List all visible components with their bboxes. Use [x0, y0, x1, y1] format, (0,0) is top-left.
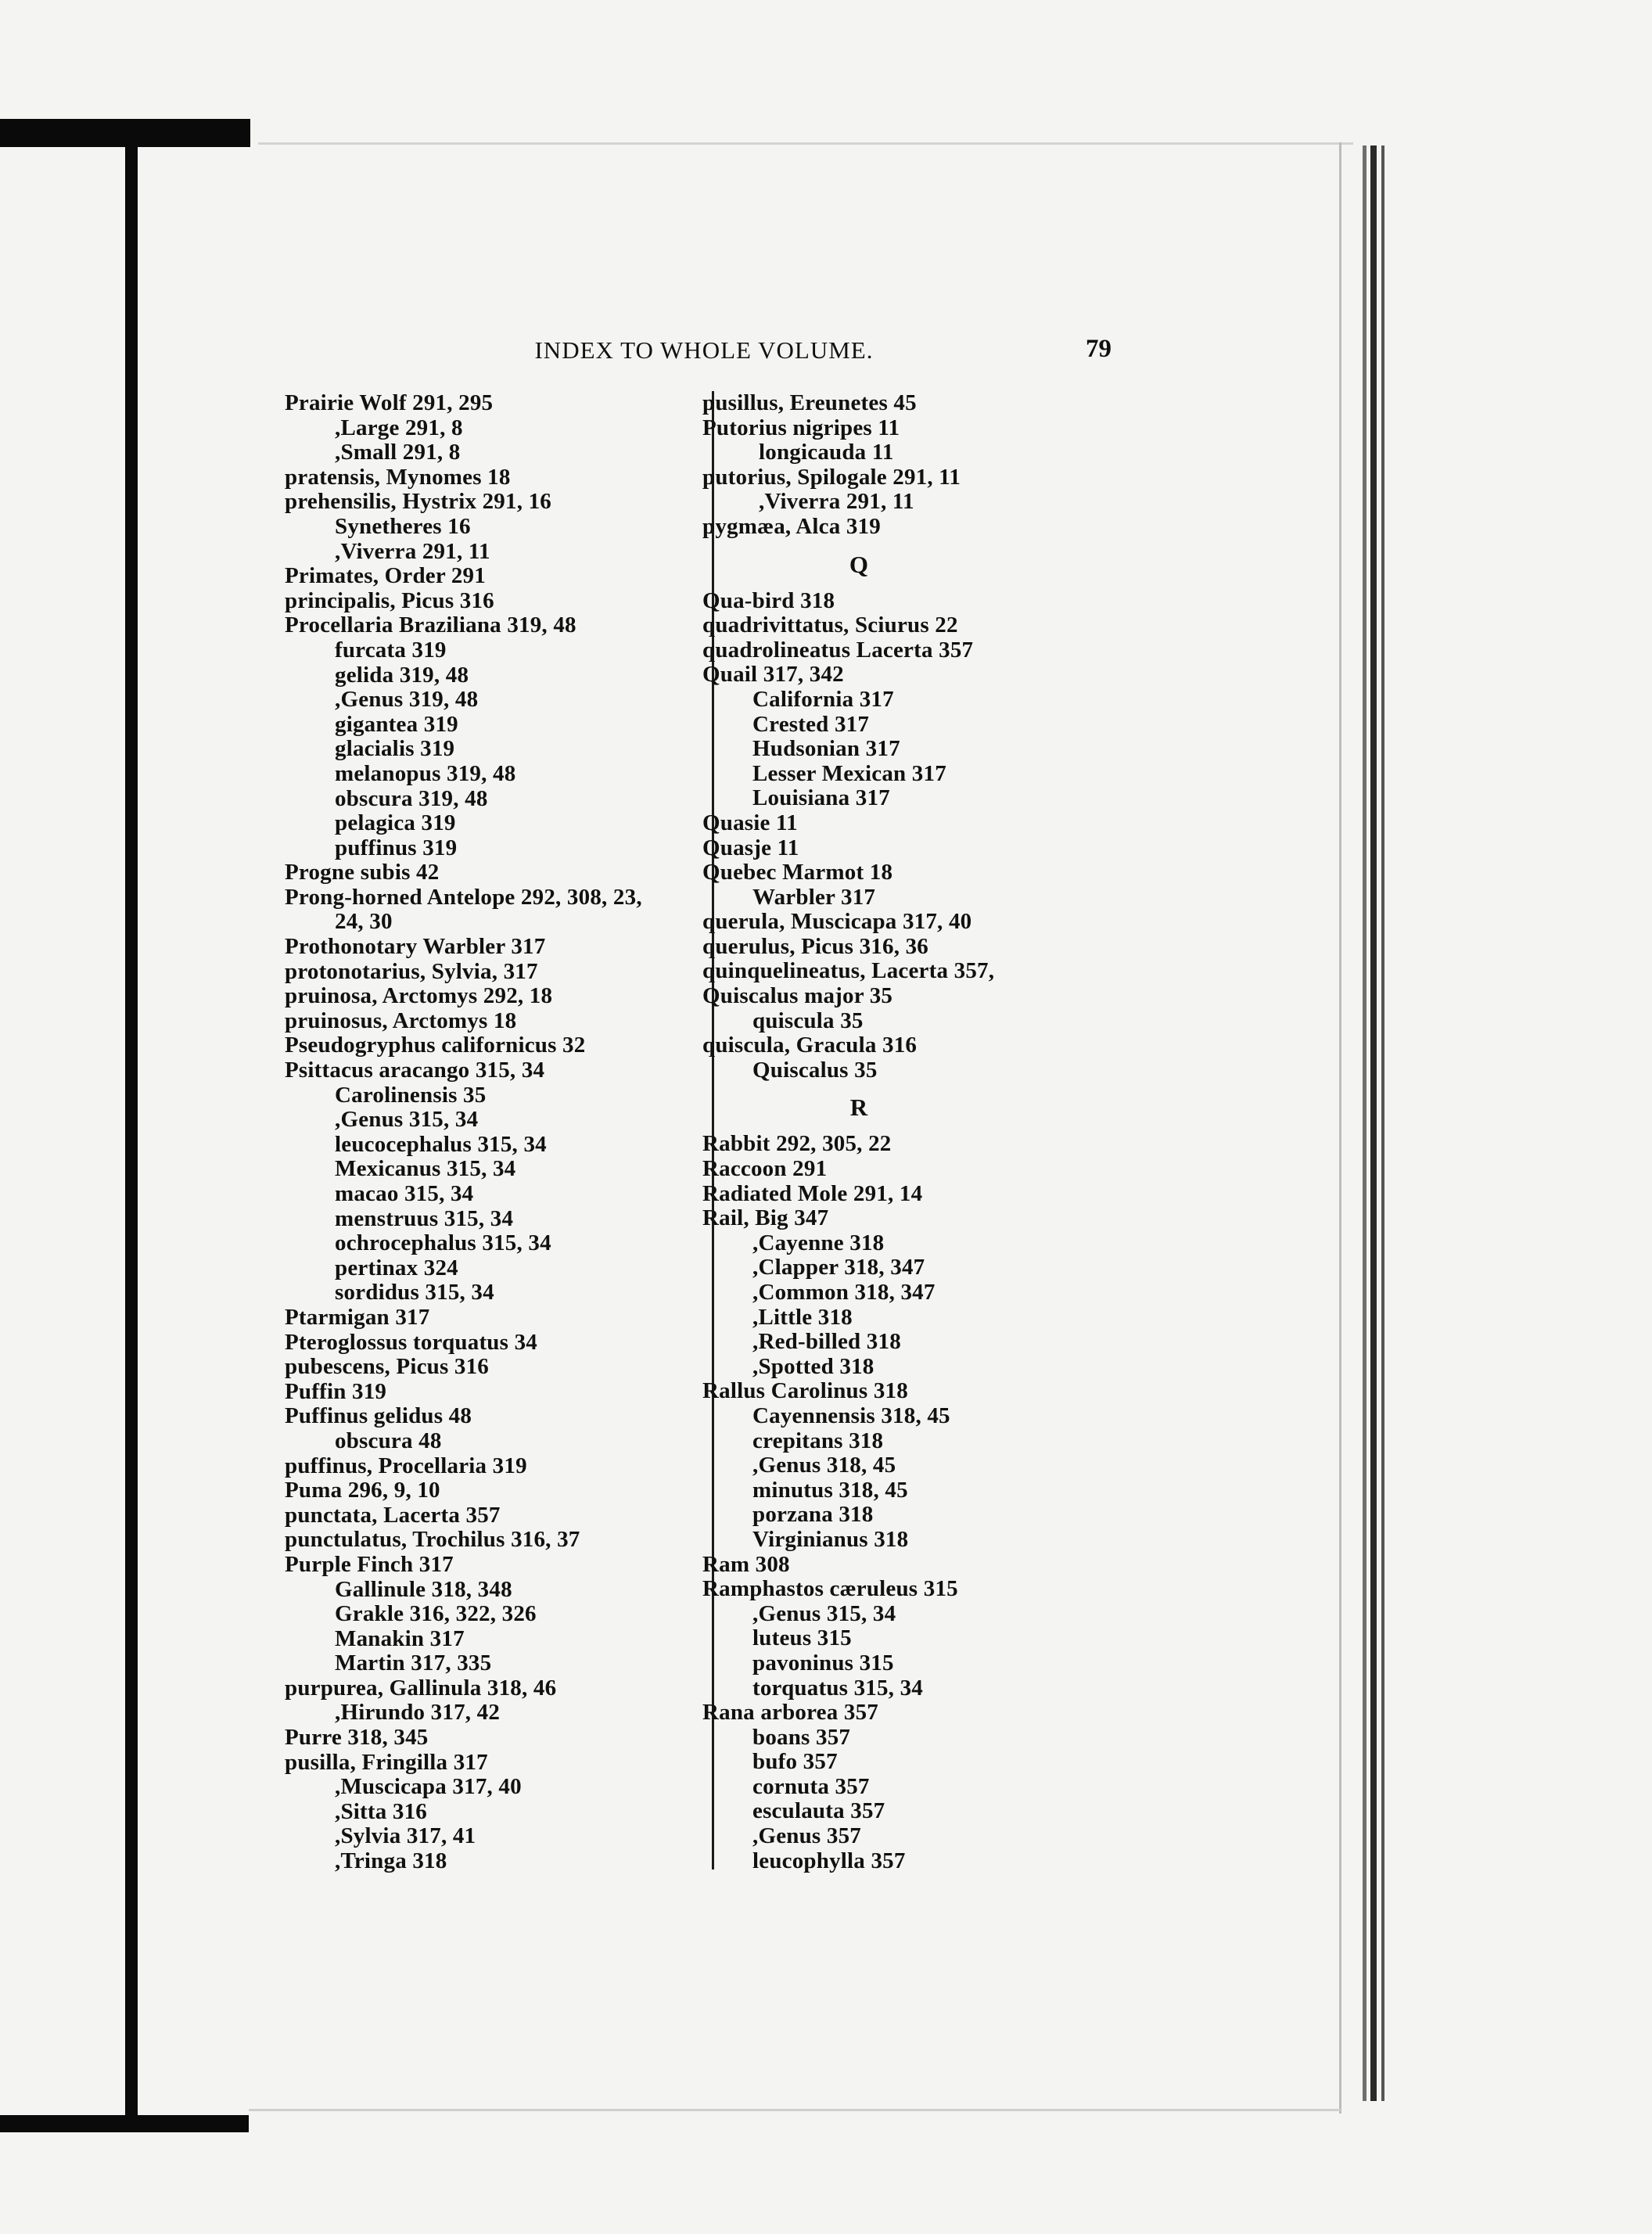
index-subentry: gigantea 319 — [335, 711, 458, 737]
binding-bar-vertical — [125, 145, 138, 2124]
index-subentry: Martin 317, 335 — [335, 1650, 492, 1676]
index-entry: Pteroglossus torquatus 34 — [285, 1329, 537, 1355]
index-entry: Progne subis 42 — [285, 860, 440, 885]
index-subentry: Cayennensis 318, 45 — [752, 1403, 950, 1428]
index-letter-heading: R — [849, 1094, 868, 1122]
index-entry: Qua-bird 318 — [702, 587, 835, 613]
index-subentry: ,Genus 315, 34 — [752, 1600, 896, 1626]
index-subentry: sordidus 315, 34 — [335, 1280, 494, 1306]
index-subentry: ,Sitta 316 — [335, 1798, 427, 1824]
index-subentry: luteus 315 — [752, 1625, 852, 1651]
index-subentry: Virginianus 318 — [752, 1526, 909, 1552]
index-subentry: ,Spotted 318 — [752, 1353, 874, 1379]
index-entry: pruinosus, Arctomys 18 — [285, 1007, 517, 1033]
index-subentry: ,Genus 318, 45 — [752, 1453, 896, 1478]
index-subentry: longicauda 11 — [759, 440, 894, 465]
index-subentry: menstruus 315, 34 — [335, 1205, 514, 1231]
index-entry: quiscula, Gracula 316 — [702, 1033, 918, 1058]
index-entry: Pseudogryphus californicus 32 — [285, 1033, 586, 1058]
index-subentry: macao 315, 34 — [335, 1181, 474, 1206]
index-subentry: Grakle 316, 322, 326 — [335, 1601, 537, 1627]
index-entry: Rallus Carolinus 318 — [702, 1378, 908, 1404]
gutter-line — [1370, 145, 1377, 2101]
index-subentry: ,Viverra 291, 11 — [335, 538, 490, 564]
index-subentry: Synetheres 16 — [335, 513, 471, 539]
index-subentry: Crested 317 — [752, 711, 870, 737]
index-subentry: bufo 357 — [752, 1749, 838, 1775]
index-entry: Quasje 11 — [702, 835, 799, 860]
index-entry: Procellaria Braziliana 319, 48 — [285, 612, 576, 638]
index-subentry: glacialis 319 — [335, 736, 455, 762]
index-subentry: ,Large 291, 8 — [335, 415, 463, 440]
index-subentry: Lesser Mexican 317 — [752, 760, 946, 786]
gutter-line — [1381, 145, 1384, 2101]
index-subentry: ,Hirundo 317, 42 — [335, 1700, 501, 1726]
index-entry: purpurea, Gallinula 318, 46 — [285, 1675, 557, 1701]
index-subentry: ,Common 318, 347 — [752, 1280, 936, 1305]
index-subentry: pavoninus 315 — [752, 1650, 894, 1676]
index-subentry: obscura 319, 48 — [335, 785, 488, 811]
index-entry: punctulatus, Trochilus 316, 37 — [285, 1527, 580, 1553]
index-subentry: ,Red-billed 318 — [752, 1329, 901, 1355]
binding-bar-top — [0, 119, 250, 147]
index-subentry: ,Cayenne 318 — [752, 1230, 885, 1255]
index-entry: protonotarius, Sylvia, 317 — [285, 958, 538, 984]
index-entry: Prong-horned Antelope 292, 308, 23, — [285, 884, 642, 910]
index-entry: prehensilis, Hystrix 291, 16 — [285, 489, 551, 515]
index-entry: Quasie 11 — [702, 810, 798, 835]
index-subentry: ,Viverra 291, 11 — [759, 489, 914, 515]
index-subentry: leucocephalus 315, 34 — [335, 1131, 547, 1157]
index-subentry: ,Little 318 — [752, 1304, 853, 1330]
index-entry: pruinosa, Arctomys 292, 18 — [285, 983, 553, 1009]
index-entry: Quail 317, 342 — [702, 662, 844, 688]
index-entry: Quiscalus major 35 — [702, 983, 893, 1009]
index-subentry: leucophylla 357 — [752, 1848, 906, 1873]
index-entry: pubescens, Picus 316 — [285, 1354, 490, 1380]
index-entry: Purple Finch 317 — [285, 1551, 454, 1577]
index-entry: Primates, Order 291 — [285, 563, 486, 589]
index-entry: Rail, Big 347 — [702, 1205, 829, 1231]
index-subentry: ochrocephalus 315, 34 — [335, 1230, 551, 1256]
index-entry: querula, Muscicapa 317, 40 — [702, 909, 972, 935]
index-subentry: Hudsonian 317 — [752, 736, 900, 762]
index-entry: Puma 296, 9, 10 — [285, 1478, 440, 1503]
index-entry: Rana arborea 357 — [702, 1700, 878, 1726]
index-subentry: ,Genus 315, 34 — [335, 1107, 479, 1133]
index-subentry: porzana 318 — [752, 1502, 874, 1528]
index-entry: Ramphastos cæruleus 315 — [702, 1576, 958, 1602]
binding-bar-bottom — [0, 2115, 249, 2132]
index-subentry: ,Tringa 318 — [335, 1848, 447, 1874]
index-entry: Putorius nigripes 11 — [702, 415, 900, 440]
index-subentry: Warbler 317 — [752, 884, 876, 910]
index-subentry: esculauta 357 — [752, 1798, 885, 1824]
index-subentry: ,Clapper 318, 347 — [752, 1255, 925, 1280]
index-entry: pusillus, Ereunetes 45 — [702, 390, 917, 415]
index-entry: puffinus, Procellaria 319 — [285, 1453, 527, 1478]
index-subentry: boans 357 — [752, 1724, 851, 1750]
index-subentry: ,Genus 357 — [752, 1823, 861, 1849]
index-entry: pygmæa, Alca 319 — [702, 513, 881, 539]
index-entry: Prothonotary Warbler 317 — [285, 934, 546, 960]
index-entry: quadrivittatus, Sciurus 22 — [702, 612, 958, 638]
index-entry: Puffin 319 — [285, 1378, 387, 1404]
index-entry: Psittacus aracango 315, 34 — [285, 1058, 545, 1083]
page-edge-right — [1339, 142, 1341, 2114]
index-entry: pratensis, Mynomes 18 — [285, 464, 511, 490]
index-subentry: melanopus 319, 48 — [335, 760, 516, 786]
page-edge-bottom — [249, 2109, 1341, 2111]
index-subentry: obscura 48 — [335, 1428, 442, 1453]
index-subentry: torquatus 315, 34 — [752, 1675, 923, 1701]
index-subentry: gelida 319, 48 — [335, 662, 469, 688]
index-entry: pusilla, Fringilla 317 — [285, 1749, 488, 1775]
index-subentry: ,Sylvia 317, 41 — [335, 1823, 476, 1849]
index-entry: Prairie Wolf 291, 295 — [285, 390, 494, 415]
index-subentry: Louisiana 317 — [752, 785, 890, 811]
index-subentry: pertinax 324 — [335, 1255, 458, 1280]
index-entry: quinquelineatus, Lacerta 357, — [702, 958, 995, 984]
index-subentry: Carolinensis 35 — [335, 1082, 487, 1108]
index-entry: punctata, Lacerta 357 — [285, 1502, 501, 1528]
index-subentry: 24, 30 — [335, 909, 393, 935]
index-entry: querulus, Picus 316, 36 — [702, 933, 929, 959]
gutter-line — [1363, 145, 1366, 2101]
index-subentry: Manakin 317 — [335, 1625, 465, 1651]
index-subentry: minutus 318, 45 — [752, 1477, 908, 1503]
index-entry: principalis, Picus 316 — [285, 587, 494, 613]
index-column-right — [702, 391, 1109, 1873]
index-column-left — [285, 391, 707, 1874]
index-entry: Ptarmigan 317 — [285, 1304, 430, 1330]
index-subentry: quiscula 35 — [752, 1007, 864, 1033]
index-subentry: Mexicanus 315, 34 — [335, 1156, 516, 1182]
index-entry: Raccoon 291 — [702, 1156, 828, 1182]
index-entry: Rabbit 292, 305, 22 — [702, 1131, 892, 1157]
index-entry: Purre 318, 345 — [285, 1725, 429, 1751]
index-entry: putorius, Spilogale 291, 11 — [702, 464, 961, 490]
index-subentry: pelagica 319 — [335, 810, 456, 836]
index-entry: Puffinus gelidus 48 — [285, 1403, 472, 1429]
index-entry: Ram 308 — [702, 1551, 790, 1577]
index-subentry: ,Small 291, 8 — [335, 440, 461, 465]
index-subentry: Quiscalus 35 — [752, 1057, 878, 1083]
index-letter-heading: Q — [849, 550, 869, 578]
index-subentry: furcata 319 — [335, 637, 447, 663]
index-entry: Quebec Marmot 18 — [702, 860, 893, 885]
page-edge-top — [258, 142, 1353, 145]
running-head: INDEX TO WHOLE VOLUME. — [534, 336, 874, 364]
index-entry: Radiated Mole 291, 14 — [702, 1180, 923, 1206]
page-number: 79 — [1086, 335, 1112, 363]
index-subentry: puffinus 319 — [335, 835, 458, 860]
index-subentry: cornuta 357 — [752, 1773, 870, 1799]
index-entry: quadrolineatus Lacerta 357 — [702, 637, 974, 663]
index-subentry: ,Muscicapa 317, 40 — [335, 1774, 522, 1800]
index-subentry: Gallinule 318, 348 — [335, 1576, 512, 1602]
index-subentry: crepitans 318 — [752, 1428, 884, 1453]
index-subentry: California 317 — [752, 686, 894, 712]
index-subentry: ,Genus 319, 48 — [335, 687, 479, 713]
